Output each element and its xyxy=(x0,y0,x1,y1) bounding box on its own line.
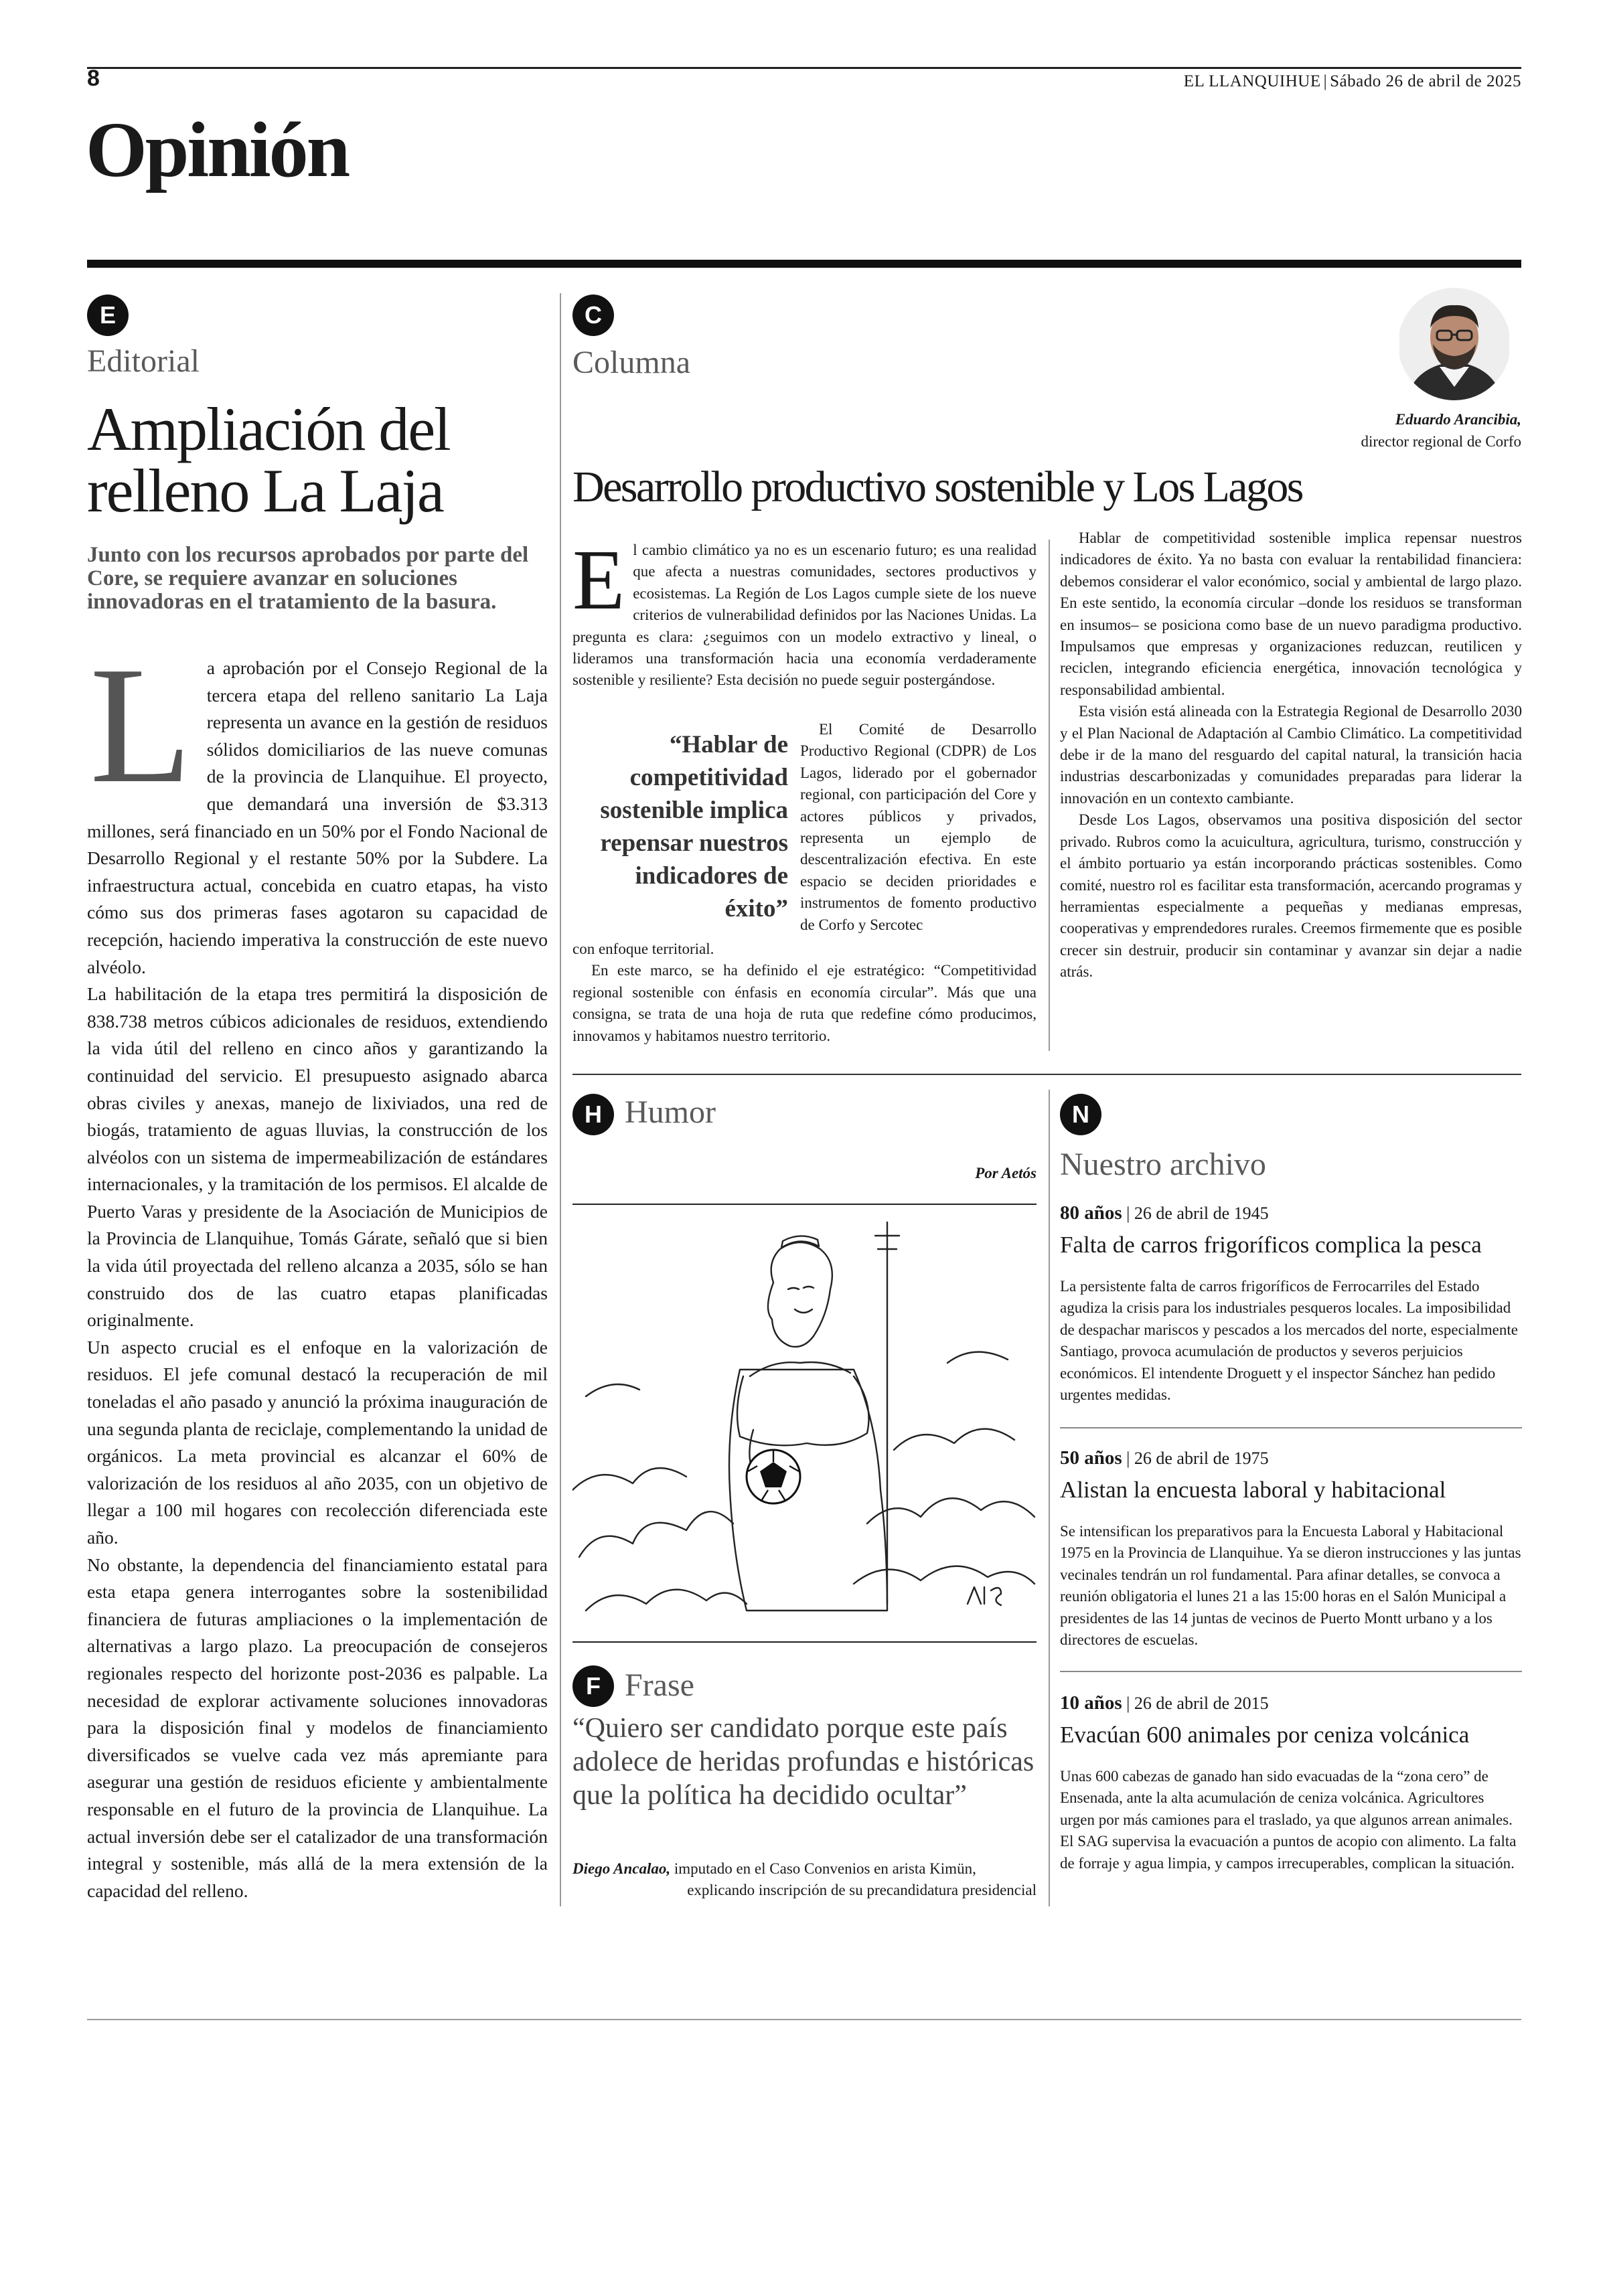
column-label: Columna xyxy=(572,345,690,380)
editorial-paragraph: No obstante, la dependencia del financiamiento estatal para esta etapa genera interrogantes sobre la sostenibilidad financiera de futuras ampliaciones o la implementación de alternativas a largo plazo. La preocupación de consejeros regionales respecto del horizonte post-2036 es palpable. La necesidad de explorar activamente soluciones innovadoras para la disposición final y modelos de financiamiento diversificados se vuelve cada vez más apremiante para asegurar una gestión de residuos eficiente y ambientalmente responsable en el futuro de la provincia de Llanquihue. La actual inversión debe ser el catalizador de una transformación integral y sostenible, más allá de la mera extensión de la capacidad del relleno. xyxy=(87,1554,548,1901)
editorial-text: a aprobación por el Consejo Regional de la tercera etapa del relleno sanitario La Laja representa un avance en la gestión de residuos sólidos domiciliarios de las nueve comunas de la provincia de Llanquihue. El proyecto, que demandará una inversión de $3.313 millones, será financiado en un 50% por el Fondo Nacional de Desarrollo Regional y el restante 50% por la Subdere. La infraestructura actual, concebida en cuatro etapas, ha visto cómo sus dos primeras fases agotaron su capacidad de recepción, haciendo imperativa la construcción de este nuevo alvéolo. xyxy=(87,657,548,977)
frase-speaker: Diego Ancalao, xyxy=(572,1860,671,1877)
section-rule xyxy=(87,260,1521,268)
archive-rule xyxy=(1060,1671,1522,1672)
editorial-headline-line2: relleno La Laja xyxy=(87,457,443,525)
masthead: EL LLANQUIHUE | Sábado 26 de abril de 2025 xyxy=(1183,72,1521,90)
archive-title: Evacúan 600 animales por ceniza volcánica xyxy=(1060,1722,1470,1748)
page-number: 8 xyxy=(87,66,100,91)
frase-label: Frase xyxy=(625,1667,694,1703)
column-beside-quote xyxy=(800,719,1037,936)
archive-item: 10 años | 26 de abril de 2015 xyxy=(1060,1692,1269,1714)
frase-context-1: imputado en el Caso Convenios en arista Kimün, xyxy=(674,1860,976,1877)
column-badge: C xyxy=(572,295,614,336)
section-title: Opinión xyxy=(86,106,349,193)
archive-date: 26 de abril de 1945 xyxy=(1134,1204,1269,1223)
column-continued xyxy=(572,938,1037,1047)
humor-rule xyxy=(572,1204,1037,1205)
author-name: Eduardo Arancibia, xyxy=(1395,411,1521,428)
editorial-badge: E xyxy=(87,295,129,336)
column-right xyxy=(1060,527,1522,983)
column-paragraph: Esta visión está alineada con la Estrategia Regional de Desarrollo 2030 y el Plan Nacional de Adaptación al Cambio Climático. La competitividad debe ir de la mano del resguardo del capital natural, la transición hacia industrias descarbonizadas y comunidades preparadas para liderar la innovación en un contexto cambiante. xyxy=(1060,703,1522,807)
archive-years: 10 años xyxy=(1060,1692,1122,1714)
column-text: l cambio climático ya no es un escenario futuro; es una realidad que afecta a nuestras comunidades, sectores productivos y ecosistemas. La Región de Los Lagos cumple siete de los nueve criterios de vulnerabilidad definidos por las Naciones Unidas. La pregunta es clara: ¿seguimos con un modelo extractivo y lineal, o lideramos una transformación hacia una economía verdaderamente sostenible y resiliente? Esta decisión no puede seguir postergándose. xyxy=(572,542,1037,689)
editorial-paragraph xyxy=(87,633,548,981)
middle-rule xyxy=(572,1074,1521,1075)
newspaper-name: EL LLANQUIHUE xyxy=(1183,72,1321,90)
editorial-headline xyxy=(87,395,502,525)
editorial-paragraph: La habilitación de la etapa tres permitirá la disposición de 838.738 metros cúbicos adicionales de residuos, extendiendo la vida útil del relleno en cinco años y garantizando la continuidad del servicio. El presupuesto asignado abarca obras civiles y anexas, manejo de lixiviados, una red de biogás, tratamiento de aguas lluvias, la construcción de los alvéolos con un sistema de impermeabilización de estándares internacionales, y la tramitación de los permisos. El alcalde de Puerto Varas y presidente de la Asociación de Municipios de la Provincia de Llanquihue, Tomás Gárate, señaló que si bien la vida útil proyectada del relleno alcanza a 2035, sólo se han construido dos de las cuatro etapas planificadas originalmente. xyxy=(87,983,548,1331)
author-photo xyxy=(1399,286,1509,402)
archive-body: Unas 600 cabezas de ganado han sido evacuadas de la “zona cero” de Ensenada, ante la alta acumulación de ceniza volcánica. Agricultores urgen por más camiones para el traslado, ya que algunos arrean animales. El SAG supervisa la evacuación a puntos de acopio con alimento. La falta de forraje y agua limpia, y campos irrecuperables, complican la situación. xyxy=(1060,1768,1517,1872)
column-paragraph: El Comité de Desarrollo Productivo Regional (CDPR) de Los Lagos, liderado por el gobernador regional, con participación del Core y actores públicos y privados, representa un ejemplo de descentralización efectiva. En este espacio se deciden prioridades e instrumentos de fomento productivo de Corfo y Sercotec xyxy=(800,721,1037,933)
archive-years: 80 años xyxy=(1060,1202,1122,1224)
humor-label: Humor xyxy=(625,1094,716,1130)
column-paragraph: con enfoque territorial. xyxy=(572,940,714,957)
frase-attribution xyxy=(572,1858,1037,1901)
editorial-body xyxy=(87,633,548,1904)
editorial-paragraph: Un aspecto crucial es el enfoque en la valorización de residuos. El jefe comunal destacó la recuperación de mil toneladas el año pasado y anunció la próxima inauguración de una segunda planta de reciclaje, complementando la unidad de orgánicos. La meta provincial es alcanzar el 60% de valorización de los residuos al año 2035, con un objetivo de llegar a 100 mil hogares con recolección diferenciada este año. xyxy=(87,1336,548,1548)
editorial-headline-line1: Ampliación del xyxy=(87,395,450,463)
archive-item: 50 años | 26 de abril de 1975 xyxy=(1060,1447,1269,1469)
column-paragraph: Desde Los Lagos, observamos una positiva disposición del sector privado. Rubros como la acuicultura, agricultura, turismo, construcción y el ámbito portuario ya están incorporando prácticas sostenibles. Como comité, nuestro rol es facilitar esta transformación, acercando programas y herramientas especialmente a pequeñas y medianas empresas, cooperativas y emprendedores rurales. Creemos firmemente que es posible crecer sin destruir, producir sin contaminar y avanzar sin dejar a nadie atrás. xyxy=(1060,811,1522,981)
column-intro xyxy=(572,532,1037,691)
issue-date: Sábado 26 de abril de 2025 xyxy=(1330,72,1521,90)
archive-years: 50 años xyxy=(1060,1447,1122,1469)
column-paragraph: Hablar de competitividad sostenible implica repensar nuestros indicadores de éxito. Ya no basta con evaluar la rentabilidad financiera: debemos considerar el valor económico, social y ambiental de largo plazo. En este sentido, la economía circular –donde los residuos se transforman en insumos– se posiciona como base de un nuevo paradigma productivo. Impulsamos que empresas y organizaciones reduzcan, reutilicen y reciclen, integrando eficiencia energética, innovación tecnológica y responsabilidad ambiental. xyxy=(1060,529,1522,698)
archive-divider xyxy=(1049,1090,1050,1906)
editorial-deck: Junto con los recursos aprobados por parte del Core, se requiere avanzar en soluciones innovadoras en el tratamiento de la basura. xyxy=(87,543,529,614)
archive-title: Alistan la encuesta laboral y habitacional xyxy=(1060,1477,1446,1503)
archive-item: 80 años | 26 de abril de 1945 xyxy=(1060,1202,1269,1224)
humor-bottom-rule xyxy=(572,1641,1037,1643)
editorial-dropcap: L xyxy=(90,633,192,818)
column-dropcap: E xyxy=(572,532,625,627)
humor-badge: H xyxy=(572,1094,614,1135)
archive-date: 26 de abril de 1975 xyxy=(1134,1449,1269,1468)
column-paragraph xyxy=(572,532,1037,691)
frase-quote: “Quiero ser candidato porque este país adolece de heridas profundas e históricas que la política ha decidido ocultar” xyxy=(572,1713,1035,1811)
archive-body: La persistente falta de carros frigoríficos de Ferrocarriles del Estado agudiza la crisis para los industriales pesqueros locales. La imposibilidad de despachar mariscos y pescados a los mercados del norte, especialmente Santiago, provoca acumulación de productos y severos perjuicios económicos. El intendente Droguett y el inspector Sánchez han pedido urgentes medidas. xyxy=(1060,1278,1518,1404)
archive-body: Se intensifican los preparativos para la Encuesta Laboral y Habitacional 1975 en la Provincia de Llanquihue. Ya se dieron instrucciones y las juntas vecinales tendrán un rol fundamental. Para afinar detalles, se convoca a reunión obligatoria el lunes 21 a las 15:00 horas en el Salón Municipal a presidentes de las 14 juntas de vecinos de Puerto Montt urbano y a los directores de escuelas. xyxy=(1060,1523,1521,1649)
humor-byline: Por Aetós xyxy=(975,1165,1037,1181)
author-caption xyxy=(1361,408,1522,453)
archive-title: Falta de carros frigoríficos complica la pesca xyxy=(1060,1232,1482,1258)
column-paragraph: En este marco, se ha definido el eje estratégico: “Competitividad regional sostenible con énfasis en economía circular”. Más que una consigna, se trata de una hoja de ruta que redefine cómo producimos, innovamos y habitamos nuestro territorio. xyxy=(572,962,1037,1044)
archive-badge: N xyxy=(1060,1094,1101,1135)
column-headline: Desarrollo productivo sostenible y Los Lagos xyxy=(572,463,1302,511)
cartoon-illustration xyxy=(572,1209,1037,1631)
column-divider xyxy=(560,293,561,1906)
archive-label: Nuestro archivo xyxy=(1060,1147,1266,1182)
column-inner-divider xyxy=(1049,540,1050,1051)
author-role: director regional de Corfo xyxy=(1361,433,1521,450)
archive-date: 26 de abril de 2015 xyxy=(1134,1694,1269,1713)
editorial-label: Editorial xyxy=(87,343,200,379)
top-rule xyxy=(87,67,1521,69)
frase-badge: F xyxy=(572,1665,614,1707)
pull-quote: “Hablar de competitividad sostenible implica repensar nuestros indicadores de éxito” xyxy=(600,731,788,922)
frase-context-2: explicando inscripción de su precandidatura presidencial xyxy=(687,1882,1037,1898)
archive-rule xyxy=(1060,1427,1522,1428)
bottom-rule xyxy=(87,2019,1521,2020)
